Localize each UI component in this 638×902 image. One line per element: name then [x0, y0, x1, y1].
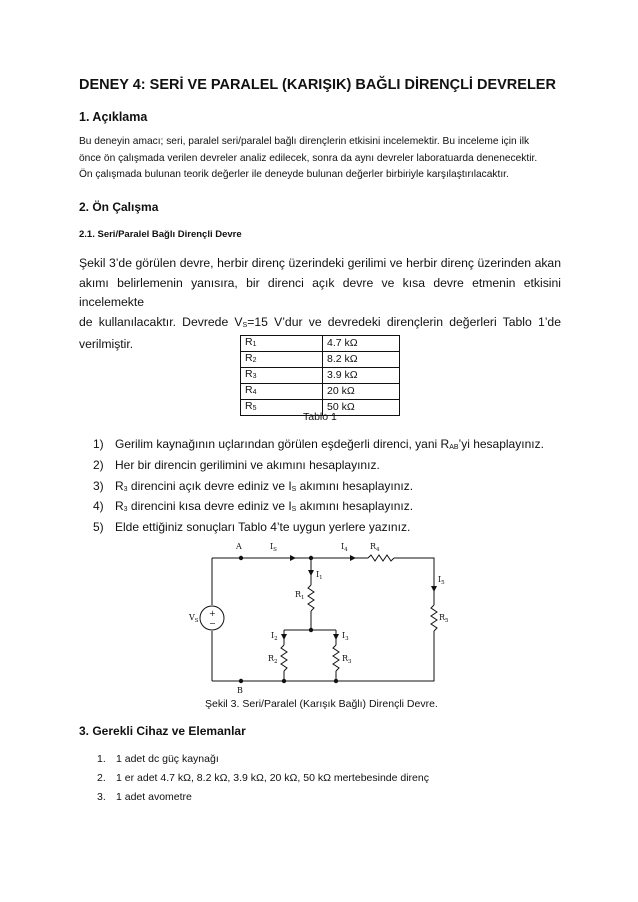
section1-line: Ön çalışmada bulunan teorik değerler ile deneyde bulunan değerler birbiriyle karşılaştırılacaktır.	[79, 169, 509, 180]
list-item: 1. 1 adet dc güç kaynağı	[97, 753, 219, 765]
table-caption: Tablo 1	[303, 411, 337, 423]
resistor-r3-symbol	[333, 645, 339, 671]
table-cell: $R_3$	[241, 368, 323, 384]
label-i3: $I_3$	[342, 631, 349, 642]
table-cell: $R_1$	[241, 336, 323, 352]
wire	[212, 631, 434, 681]
label-r3: $R_3$	[342, 654, 352, 665]
label-r1: $R_1$	[295, 590, 305, 601]
list-item: 3. 1 adet avometre	[97, 791, 192, 803]
resistor-r1-symbol	[308, 585, 314, 611]
arrow-i3-icon	[333, 634, 339, 640]
table-cell: $R_5$	[241, 400, 323, 416]
paragraph-line: Şekil 3’de görülen devre, herbir direnç üzerindeki gerilimi ve herbir direnç üzerinden akan	[79, 256, 561, 270]
label-r5: $R_5$	[439, 613, 449, 624]
node-b-dot	[239, 679, 243, 683]
node-dot	[309, 556, 313, 560]
label-r4: $R_4$	[370, 542, 380, 553]
resistor-r4-symbol	[368, 555, 394, 561]
label-b: B	[237, 686, 243, 695]
arrow-i5-icon	[431, 586, 437, 592]
table-cell: 4.7 kΩ	[323, 336, 400, 352]
table-cell: 50 kΩ	[323, 400, 400, 416]
figure-caption: Şekil 3. Seri/Paralel (Karışık Bağlı) Dirençli Devre.	[205, 698, 438, 710]
node-dot	[334, 679, 338, 683]
paragraph-text: de kullanılacaktır. Devrede V	[79, 314, 243, 329]
list-item: 4) $R_3$ direncini kısa devre ediniz ve $I_S$ akımını hesaplayınız.	[93, 499, 414, 514]
wire	[394, 558, 434, 605]
resistor-r5-symbol	[431, 605, 437, 631]
paragraph-line: akımı belirlemenin yanısıra, bir direnci açık devre ve kısa devre etmenin etkisini incelemekte	[79, 275, 561, 309]
table-cell: 20 kΩ	[323, 384, 400, 400]
arrow-i1-icon	[308, 570, 314, 576]
section3-heading: 3. Gerekli Cihaz ve Elemanlar	[79, 724, 246, 738]
table-cell: $R_2$	[241, 352, 323, 368]
label-a: A	[236, 542, 242, 551]
equipment-list	[97, 750, 429, 807]
section1-line: önce ön çalışmada verilen devreler analiz edilecek, sonra da aynı devreler laboratuarda denenecektir.	[79, 152, 538, 164]
node-dot	[309, 628, 313, 632]
node-dot	[282, 679, 286, 683]
resistor-r2-symbol	[281, 645, 287, 671]
arrow-is-icon	[290, 555, 296, 561]
list-item: 3) $R_3$ direncini açık devre ediniz ve $I_S$ akımını hesaplayınız.	[93, 478, 414, 493]
list-item: 2) Her bir direncin gerilimini ve akımını hesaplayınız.	[93, 457, 380, 472]
section1-line: Bu deneyin amacı; seri, paralel seri/paralel bağlı dirençlerin etkisini incelemektir. Bu inceleme için ilk	[79, 136, 530, 147]
plus-sign: +	[209, 609, 216, 618]
label-i2: $I_2$	[271, 631, 278, 642]
label-vs: $V_S$	[189, 613, 199, 624]
label-i5: $I_5$	[438, 575, 445, 586]
list-item: 1) Gerilim kaynağının uçlarından görülen eşdeğerli direnci, yani $R_{AB}’yi$ hesaplayınız.	[93, 437, 544, 451]
paragraph-line: verilmiştir.	[79, 337, 134, 351]
table-cell: $R_4$	[241, 384, 323, 400]
label-i4: $I_4$	[341, 542, 348, 553]
label-i1: $I_1$	[316, 570, 323, 581]
subscript: S	[242, 321, 248, 329]
node-a-dot	[239, 556, 243, 560]
section2-subheading: 2.1. Seri/Paralel Bağlı Dirençli Devre	[79, 229, 242, 240]
list-item: 2. 1 er adet 4.7 kΩ, 8.2 kΩ, 3.9 kΩ, 20 kΩ, 50 kΩ mertebesinde direnç	[97, 772, 429, 784]
label-is: $I_S$	[270, 542, 277, 553]
document-title: DENEY 4: SERİ VE PARALEL (KARIŞIK) BAĞLI DİRENÇLİ DEVRELER	[79, 77, 556, 93]
label-r2: $R_2$	[268, 654, 278, 665]
arrow-i4-icon	[350, 555, 356, 561]
section2-heading: 2. Ön Çalışma	[79, 200, 159, 214]
table-cell: 8.2 kΩ	[323, 352, 400, 368]
paragraph-text: =15 V’dur ve devredeki dirençlerin değerleri Tablo 1’de	[247, 314, 561, 329]
table-cell: 3.9 kΩ	[323, 368, 400, 384]
section1-heading: 1. Açıklama	[79, 110, 148, 124]
minus-sign: −	[209, 619, 216, 628]
arrow-i2-icon	[281, 634, 287, 640]
list-item: 5) Elde ettiğiniz sonuçları Tablo 4’te uygun yerlere yazınız.	[93, 520, 411, 535]
